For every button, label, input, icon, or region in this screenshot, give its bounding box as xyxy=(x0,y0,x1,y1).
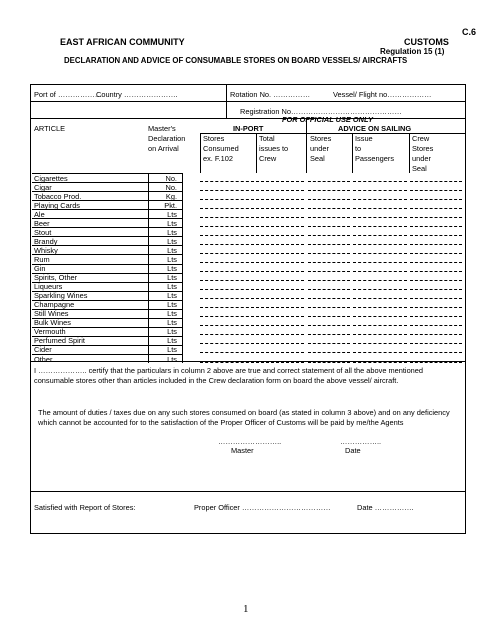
entry-dash-line[interactable] xyxy=(353,343,407,344)
entry-dash-line[interactable] xyxy=(200,226,254,227)
article-unit: Lts xyxy=(167,236,177,246)
entry-dash-line[interactable] xyxy=(410,262,462,263)
article-name: Cigar xyxy=(34,182,52,192)
entry-dash-line[interactable] xyxy=(256,235,304,236)
article-name: Brandy xyxy=(34,236,58,246)
table-top-line xyxy=(30,118,466,119)
entry-dash-line[interactable] xyxy=(308,316,350,317)
article-name: Cigarettes xyxy=(34,173,68,183)
vessel-flight-field[interactable]: Vessel/ Flight no……………… xyxy=(333,90,432,99)
article-name: Vermouth xyxy=(34,327,66,337)
entry-dash-line[interactable] xyxy=(353,244,407,245)
article-unit: Kg. xyxy=(165,191,177,201)
entry-dash-line[interactable] xyxy=(353,181,407,182)
entry-dash-line[interactable] xyxy=(256,199,304,200)
entry-dash-line[interactable] xyxy=(256,289,304,290)
entry-dash-line[interactable] xyxy=(256,298,304,299)
col-divider xyxy=(200,133,201,173)
master-label: Master xyxy=(231,446,254,455)
entry-dash-line[interactable] xyxy=(410,226,462,227)
article-unit: Lts xyxy=(167,327,177,337)
entry-dash-line[interactable] xyxy=(308,298,350,299)
date-line[interactable]: …………….. xyxy=(340,437,382,446)
entry-dash-line[interactable] xyxy=(353,235,407,236)
declaration-text: I ……………….. certify that the particulars in column 2 above are true and correct statement of all the above mentioned consumable stores other than articles included in the Crew declaration form on board the above vessel/ aircraft. xyxy=(34,366,424,385)
entry-dash-line[interactable] xyxy=(353,352,407,353)
entry-dash-line[interactable] xyxy=(410,217,462,218)
article-name: Ale xyxy=(34,209,45,219)
entry-dash-line[interactable] xyxy=(410,334,462,335)
entry-dash-line[interactable] xyxy=(410,325,462,326)
entry-dash-line[interactable] xyxy=(353,271,407,272)
entry-dash-line[interactable] xyxy=(200,190,254,191)
entry-dash-line[interactable] xyxy=(256,262,304,263)
entry-dash-line[interactable] xyxy=(353,316,407,317)
entry-dash-line[interactable] xyxy=(200,244,254,245)
entry-dash-line[interactable] xyxy=(308,280,350,281)
article-name: Beer xyxy=(34,218,50,228)
entry-dash-line[interactable] xyxy=(256,307,304,308)
entry-dash-line[interactable] xyxy=(410,181,462,182)
article-unit: Lts xyxy=(167,336,177,346)
entry-dash-line[interactable] xyxy=(308,343,350,344)
article-unit: Lts xyxy=(167,273,177,283)
registration-field[interactable]: Registration No……………………………………… xyxy=(240,107,402,116)
entry-dash-line[interactable] xyxy=(410,352,462,353)
col-divider xyxy=(256,133,257,173)
entry-dash-line[interactable] xyxy=(200,208,254,209)
entry-dash-line[interactable] xyxy=(200,325,254,326)
article-unit: Lts xyxy=(167,218,177,228)
entry-dash-line[interactable] xyxy=(256,181,304,182)
entry-dash-line[interactable] xyxy=(200,181,254,182)
article-name: Playing Cards xyxy=(34,200,81,210)
entry-dash-line[interactable] xyxy=(256,334,304,335)
entry-dash-line[interactable] xyxy=(200,280,254,281)
article-name: Sparkling Wines xyxy=(34,291,88,301)
entry-dash-line[interactable] xyxy=(256,253,304,254)
entry-dash-line[interactable] xyxy=(200,298,254,299)
entry-dash-line[interactable] xyxy=(308,226,350,227)
satisfied-label: Satisfied with Report of Stores: xyxy=(34,503,136,512)
article-unit: Lts xyxy=(167,282,177,292)
entry-dash-line[interactable] xyxy=(200,253,254,254)
entry-dash-line[interactable] xyxy=(410,298,462,299)
entry-dash-line[interactable] xyxy=(200,235,254,236)
official-use-label: FOR OFFICIAL USE ONLY xyxy=(282,115,373,124)
entry-dash-line[interactable] xyxy=(308,244,350,245)
entry-dash-line[interactable] xyxy=(308,262,350,263)
article-name: Rum xyxy=(34,254,50,264)
entry-dash-line[interactable] xyxy=(308,325,350,326)
unit-divider xyxy=(148,173,149,363)
entry-dash-line[interactable] xyxy=(308,181,350,182)
entry-dash-line[interactable] xyxy=(256,208,304,209)
entry-dash-line[interactable] xyxy=(308,190,350,191)
proper-officer-field[interactable]: Proper Officer ……………………………… xyxy=(194,503,331,512)
article-unit: Lts xyxy=(167,227,177,237)
article-unit: Pkt. xyxy=(164,200,177,210)
entry-dash-line[interactable] xyxy=(256,352,304,353)
entry-dash-line[interactable] xyxy=(200,334,254,335)
port-field[interactable]: Port of ……………… xyxy=(34,90,103,99)
entry-dash-line[interactable] xyxy=(308,334,350,335)
article-unit: Lts xyxy=(167,264,177,273)
article-name: Spirits, Other xyxy=(34,273,78,283)
organization-name: EAST AFRICAN COMMUNITY xyxy=(60,37,185,47)
entry-dash-line[interactable] xyxy=(256,325,304,326)
entry-dash-line[interactable] xyxy=(308,307,350,308)
article-unit: No. xyxy=(165,173,177,183)
entry-dash-line[interactable] xyxy=(353,253,407,254)
in-port-label: IN-PORT xyxy=(233,124,264,133)
entry-dash-line[interactable] xyxy=(410,208,462,209)
entry-dash-line[interactable] xyxy=(308,289,350,290)
entry-dash-line[interactable] xyxy=(256,244,304,245)
entry-dash-line[interactable] xyxy=(353,334,407,335)
entry-dash-line[interactable] xyxy=(353,199,407,200)
article-name: Bulk Wines xyxy=(34,318,71,328)
article-unit: Lts xyxy=(167,291,177,301)
col-divider xyxy=(306,118,307,173)
entry-dash-line[interactable] xyxy=(200,262,254,263)
entry-dash-line[interactable] xyxy=(200,316,254,317)
entry-dash-line[interactable] xyxy=(353,298,407,299)
entry-dash-line[interactable] xyxy=(256,271,304,272)
article-name: Liqueurs xyxy=(34,282,63,292)
page-number: 1 xyxy=(243,603,249,615)
entry-dash-line[interactable] xyxy=(200,271,254,272)
top-row-line xyxy=(30,101,466,102)
article-unit: Lts xyxy=(167,209,177,219)
article-name: Gin xyxy=(34,264,46,273)
entry-dash-line[interactable] xyxy=(410,280,462,281)
col-issue-passengers-header: Issue to Passengers xyxy=(355,134,395,163)
entry-dash-line[interactable] xyxy=(410,316,462,317)
entry-dash-line[interactable] xyxy=(410,253,462,254)
entry-dash-line[interactable] xyxy=(353,262,407,263)
entry-dash-line[interactable] xyxy=(200,343,254,344)
advice-on-sailing-label: ADVICE ON SAILING xyxy=(338,124,412,133)
article-name: Stout xyxy=(34,227,52,237)
col-divider xyxy=(352,133,353,173)
entry-dash-line[interactable] xyxy=(353,217,407,218)
entry-dash-line[interactable] xyxy=(353,226,407,227)
entry-dash-line[interactable] xyxy=(410,307,462,308)
form-code: C.6 xyxy=(462,27,477,37)
department-name: CUSTOMS xyxy=(404,37,449,47)
entry-dash-line[interactable] xyxy=(410,190,462,191)
entry-dash-line[interactable] xyxy=(256,217,304,218)
article-name: Cider xyxy=(34,345,52,355)
entry-dash-line[interactable] xyxy=(256,190,304,191)
entry-dash-line[interactable] xyxy=(308,352,350,353)
article-unit: No. xyxy=(165,182,177,192)
entry-dash-line[interactable] xyxy=(308,235,350,236)
col-stores-consumed-header: Stores Consumed ex. F.102 xyxy=(203,134,239,163)
col-master-header: Master's Declaration on Arrival xyxy=(148,124,186,153)
entry-dash-line[interactable] xyxy=(410,271,462,272)
article-unit: Lts xyxy=(167,300,177,310)
master-signature-line[interactable]: …………………….. xyxy=(218,437,282,446)
col-stores-under-seal-header: Stores under Seal xyxy=(310,134,332,163)
rotation-field[interactable]: Rotation No. …………… xyxy=(230,90,311,99)
col-crew-stores-header: Crew Stores under Seal xyxy=(412,134,434,173)
entry-dash-line[interactable] xyxy=(308,271,350,272)
article-name: Other xyxy=(34,354,53,364)
article-name: Tobacco Prod. xyxy=(34,191,82,201)
entry-dash-line[interactable] xyxy=(200,352,254,353)
article-unit: Lts xyxy=(167,354,177,364)
article-name: Perfumed Spirit xyxy=(34,336,85,346)
footer-line xyxy=(30,491,466,492)
entry-dash-line[interactable] xyxy=(308,253,350,254)
article-unit: Lts xyxy=(167,345,177,355)
article-name: Whisky xyxy=(34,245,58,255)
entry-dash-line[interactable] xyxy=(353,307,407,308)
entry-dash-line[interactable] xyxy=(200,289,254,290)
entry-dash-line[interactable] xyxy=(410,199,462,200)
sub-header-line xyxy=(200,133,466,134)
entry-dash-line[interactable] xyxy=(410,289,462,290)
entry-dash-line[interactable] xyxy=(256,226,304,227)
entry-dash-line[interactable] xyxy=(256,316,304,317)
entry-dash-line[interactable] xyxy=(353,289,407,290)
entry-dash-line[interactable] xyxy=(308,217,350,218)
entry-dash-line[interactable] xyxy=(308,208,350,209)
form-title: DECLARATION AND ADVICE OF CONSUMABLE STORES ON BOARD VESSELS/ AIRCRAFTS xyxy=(64,56,408,65)
entry-dash-line[interactable] xyxy=(353,190,407,191)
duties-text: The amount of duties / taxes due on any such stores consumed on board (as stated in column 3 above) and on any deficiency which cannot be accounted for to the satisfaction of the Proper Officer of Customs will be paid by me/the Agents xyxy=(38,408,450,427)
entry-dash-line[interactable] xyxy=(200,217,254,218)
article-unit: Lts xyxy=(167,309,177,319)
entry-dash-line[interactable] xyxy=(410,343,462,344)
col-article-header: ARTICLE xyxy=(34,124,66,133)
entry-dash-line[interactable] xyxy=(256,343,304,344)
col-divider xyxy=(409,133,410,173)
country-field[interactable]: Country …………………. xyxy=(96,90,178,99)
entry-dash-line[interactable] xyxy=(353,208,407,209)
col-total-issues-header: Total issues to Crew xyxy=(259,134,289,163)
entry-dash-line[interactable] xyxy=(353,280,407,281)
footer-date-field[interactable]: Date ……………. xyxy=(357,503,414,512)
article-unit: Lts xyxy=(167,254,177,264)
article-unit: Lts xyxy=(167,318,177,328)
entry-dash-line[interactable] xyxy=(353,325,407,326)
date-label: Date xyxy=(345,446,361,455)
master-divider xyxy=(182,173,183,363)
entry-dash-line[interactable] xyxy=(308,199,350,200)
entry-dash-line[interactable] xyxy=(200,307,254,308)
entry-dash-line[interactable] xyxy=(200,199,254,200)
regulation-ref: Regulation 15 (1) xyxy=(380,47,445,56)
entry-dash-line[interactable] xyxy=(410,235,462,236)
entry-dash-line[interactable] xyxy=(256,280,304,281)
article-unit: Lts xyxy=(167,245,177,255)
entry-dash-line[interactable] xyxy=(410,244,462,245)
article-name: Champagne xyxy=(34,300,75,310)
article-name: Still Wines xyxy=(34,309,69,319)
table-bottom-line xyxy=(30,361,466,362)
